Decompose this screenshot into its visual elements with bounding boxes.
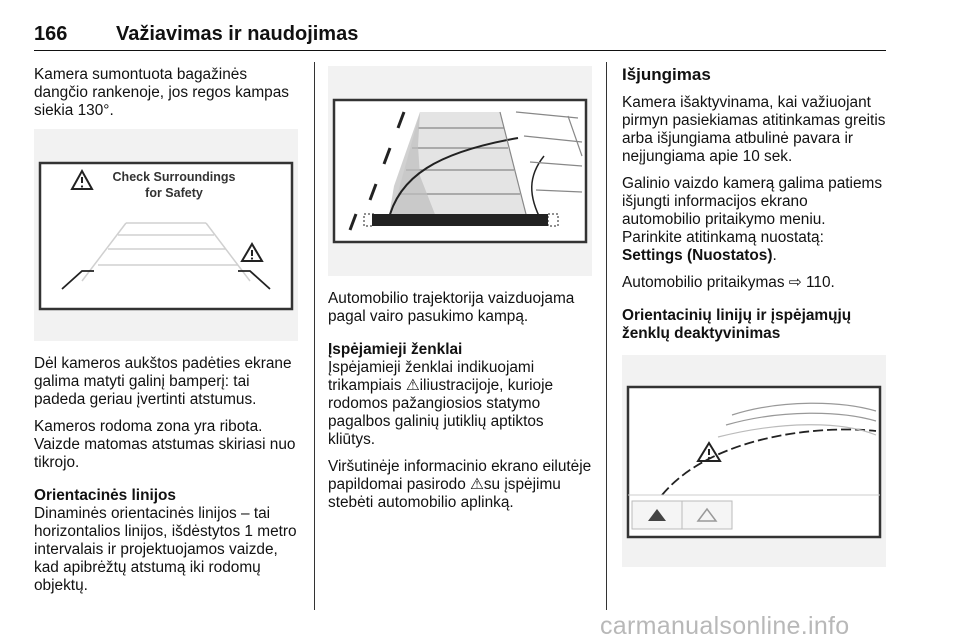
warning-signs-paragraph: Įspėjamieji ženklai indikuojami trikampiais ⚠iliustracijoje, kurioje rodomos pažangiosios statymo pagalbos galinių jutiklių aptiktos kliūtys. [328, 359, 554, 448]
customization-ref-paragraph: Automobilio pritaikymas ⇨ 110. [622, 274, 835, 291]
trajectory-paragraph: Automobilio trajektorija vaizduojama pagal vairo pasukimo kampą. [328, 290, 575, 325]
deactivation-heading: Orientacinių linijų ir įspėjamųjų ženklų deaktyvinimas [622, 307, 852, 342]
column-2 [328, 66, 592, 521]
guide-lines-paragraph: Dinaminės orientacinės linijos – tai horizontalios linijos, išdėstytos 1 metro intervalais ir projektuojamos vaizde, kad apibrėžtų atstumą iki rodomų objektų. [34, 505, 297, 594]
warning-signs-heading: Įspėjamieji ženklai [328, 341, 463, 358]
column-divider-2 [606, 62, 607, 610]
info-display-paragraph: Viršutinėje informacinio ekrano eilutėje papildomai pasirodo ⚠su įspėjimu stebėti automobilio aplinką. [328, 458, 592, 511]
for-safety-text: for Safety [145, 186, 203, 200]
page-number: 166 [34, 23, 68, 45]
disable-heading: Išjungimas [622, 65, 711, 84]
warning-triangle-icon-inline-2: ⚠ [470, 476, 484, 493]
deactivation-paragraph: Kamera išaktyvinama, kai važiuojant pirmyn pasiekiamas atitinkamas greitis arba išjungiama atbulinė pavara ir neįjungiama apie 10 sek. [622, 94, 886, 165]
limited-zone-paragraph: Kameros rodoma zona yra ribota. Vaizde matomas atstumas skiriasi nuo tikrojo. [34, 418, 296, 471]
deactivation-illustration [622, 355, 886, 567]
page-header [34, 18, 886, 48]
warning-signs-toggle-button [682, 501, 732, 529]
guide-lines-heading: Orientacinės linijos [34, 487, 176, 504]
trajectory-illustration [328, 66, 592, 276]
column-3 [622, 66, 888, 581]
watermark-text: carmanualsonline.info [600, 612, 850, 640]
chapter-title: Važiavimas ir naudojimas [116, 23, 359, 45]
column-1 [34, 66, 300, 604]
page-ref-arrow-icon: ⇨ [788, 274, 802, 291]
settings-menu-label: Settings (Nuostatos) [622, 247, 773, 264]
figure-deactivation [622, 355, 886, 567]
camera-screen-illustration [34, 129, 298, 341]
header-rule [34, 50, 886, 51]
figure-trajectory [328, 66, 592, 276]
check-surroundings-text: Check Surroundings [112, 170, 236, 184]
figure-check-surroundings [34, 129, 298, 341]
camera-mount-paragraph: Kamera sumontuota bagažinės dangčio rankenoje, jos regos kampas siekia 130°. [34, 66, 289, 119]
manual-off-paragraph: Galinio vaizdo kamerą galima patiems išjungti informacijos ekrano automobilio pritaikymo meniu. Parinkite atitinkamą nuostatą: Settings (Nuostatos). [622, 175, 883, 264]
bumper-paragraph: Dėl kameros aukštos padėties ekrane galima matyti galinį bamperį: tai padeda geriau įvertinti atstumus. [34, 355, 292, 408]
warning-triangle-icon-inline: ⚠ [405, 377, 420, 394]
column-divider-1 [314, 62, 315, 610]
